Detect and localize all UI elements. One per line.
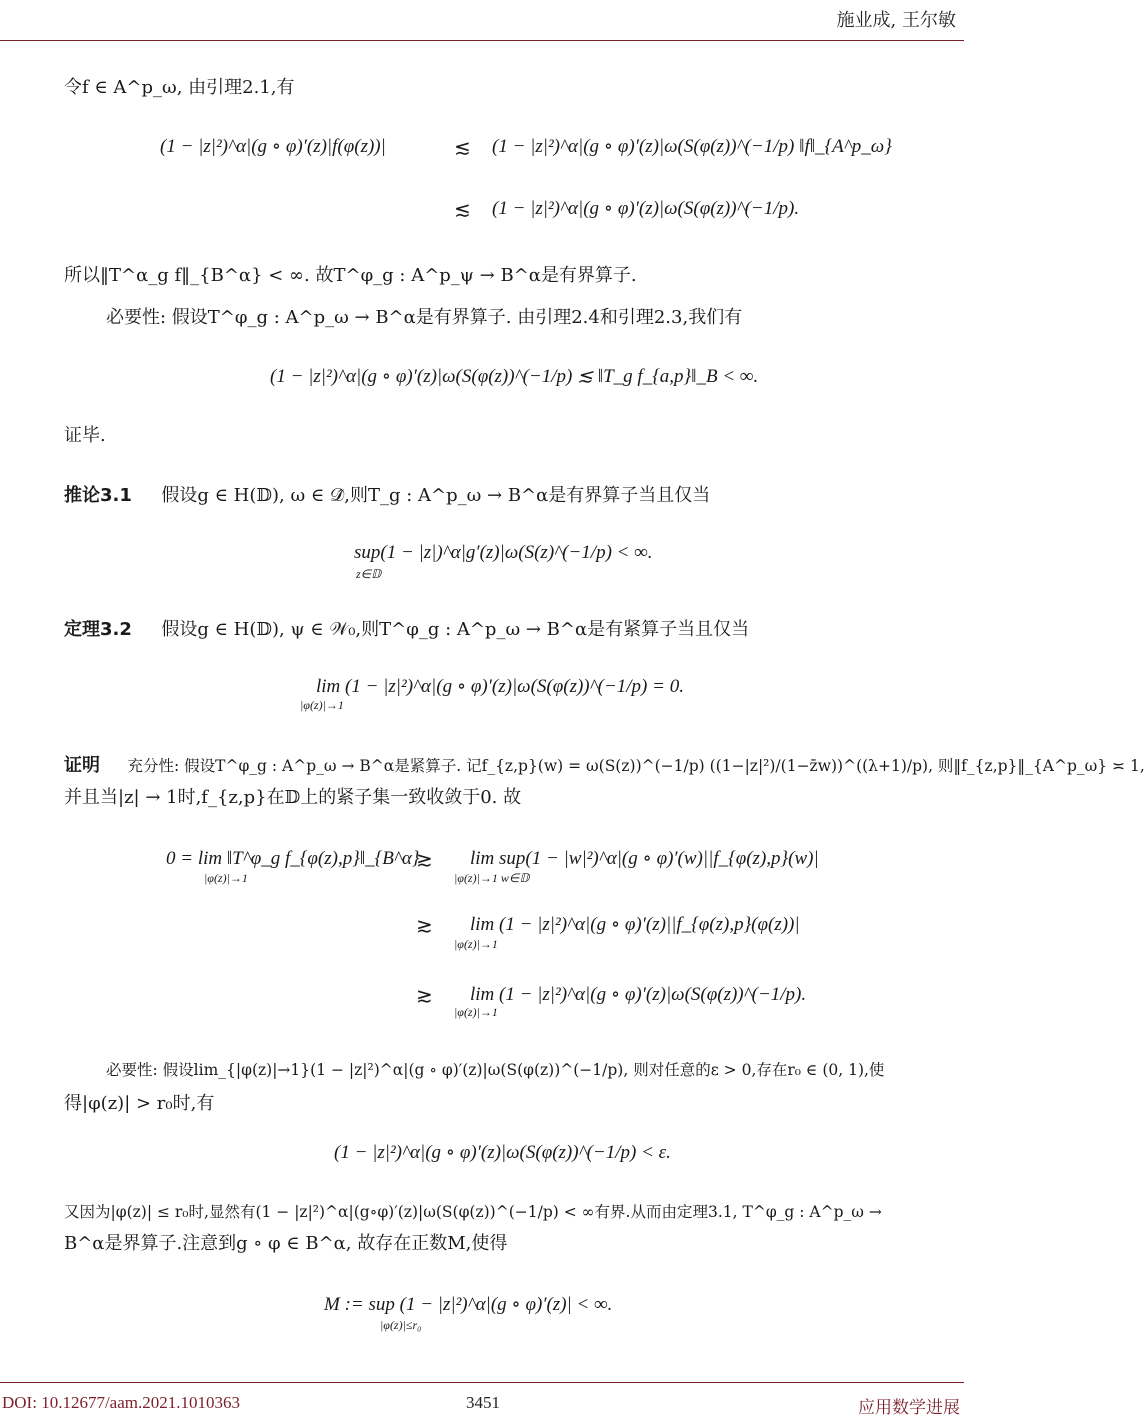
eq1-relation-2: ≲ — [454, 197, 471, 221]
footer-rule — [0, 1382, 964, 1383]
eq5-rhs-3: lim (1 − |z|²)^α|(g ∘ φ)′(z)|ω(S(φ(z))^(−1/p). — [470, 984, 807, 1005]
proof-text-1: 充分性: 假设T^φ_g : A^p_ω → B^α是紧算子. 记f_{z,p}(w) = ω(S(z))^(−1/p) ((1−|z|²)/(1−z̄w))^((λ+1)/p), 则‖f_{z,p}‖_{A^p_ω} ≍ 1, — [127, 757, 1145, 775]
eq5-relation-3: ≳ — [416, 983, 433, 1007]
theorem-label: 定理3.2 — [64, 619, 132, 640]
eq4: lim (1 − |z|²)^α|(g ∘ φ)′(z)|ω(S(φ(z))^(−1/p) = 0. — [316, 676, 684, 697]
proof-line-1 — [64, 754, 1145, 778]
eq5-rhs-1-subscript: |φ(z)|→1 w∈𝔻 — [454, 871, 530, 885]
footer-journal: 应用数学进展 — [858, 1398, 960, 1418]
running-header-authors: 施业成, 王尔敏 — [836, 10, 956, 31]
eq5-rhs-2-subscript: |φ(z)|→1 — [454, 937, 498, 951]
corollary-3-1 — [64, 484, 710, 508]
eq5-lhs: 0 = lim ‖T^φ_g f_{φ(z),p}‖_{B^α} — [166, 848, 420, 869]
proof-end: 证毕. — [64, 425, 106, 446]
proof-label: 证明 — [64, 755, 100, 776]
paragraph-conclusion: 所以‖T^α_g f‖_{B^α} < ∞. 故T^φ_g : A^p_ψ → B^α是有界算子. — [64, 265, 637, 286]
proof-line-2: 并且当|z| → 1时,f_{z,p}在𝔻上的紧子集一致收敛于0. 故 — [64, 787, 522, 808]
theorem-3-2 — [64, 618, 749, 642]
eq1-rhs-1: (1 − |z|²)^α|(g ∘ φ)′(z)|ω(S(φ(z))^(−1/p) ‖f‖_{A^p_ω} — [492, 136, 892, 157]
eq2: (1 − |z|²)^α|(g ∘ φ)′(z)|ω(S(φ(z))^(−1/p) ≲ ‖T_g f_{a,p}‖_B < ∞. — [270, 366, 759, 387]
eq1-relation-1: ≲ — [454, 135, 471, 159]
eq5-relation-2: ≳ — [416, 913, 433, 937]
footer-doi[interactable]: DOI: 10.12677/aam.2021.1010363 — [2, 1393, 240, 1412]
bounded-line-1: 又因为|φ(z)| ≤ r₀时,显然有(1 − |z|²)^α|(g∘φ)′(z)|ω(S(φ(z))^(−1/p) < ∞有界.从而由定理3.1, T^φ_g : A^p_ω → — [64, 1203, 882, 1221]
corollary-text: 假设g ∈ H(𝔻), ω ∈ 𝒟̂,则T_g : A^p_ω → B^α是有界算子当且仅当 — [161, 485, 711, 506]
eq3: sup(1 − |z|)^α|g′(z)|ω(S(z)^(−1/p) < ∞. — [354, 542, 653, 563]
paragraph-intro: 令f ∈ A^p_ω, 由引理2.1,有 — [64, 77, 295, 98]
eq5-rhs-1: lim sup(1 − |w|²)^α|(g ∘ φ)′(w)||f_{φ(z),p}(w)| — [470, 848, 819, 869]
footer-page-number: 3451 — [466, 1393, 500, 1412]
paragraph-necessity: 必要性: 假设T^φ_g : A^p_ω → B^α是有界算子. 由引理2.4和引理2.3,我们有 — [106, 307, 743, 328]
eq3-subscript: z∈𝔻 — [356, 567, 381, 581]
necessity-line-1: 必要性: 假设lim_{|φ(z)|→1}(1 − |z|²)^α|(g ∘ φ)′(z)|ω(S(φ(z))^(−1/p), 则对任意的ε > 0,存在r₀ ∈ (0, 1),使 — [106, 1061, 885, 1079]
theorem-text: 假设g ∈ H(𝔻), ψ ∈ 𝒲₀,则T^φ_g : A^p_ω → B^α是有紧算子当且仅当 — [161, 619, 750, 640]
eq7-subscript: |φ(z)|≤r₀ — [380, 1318, 422, 1332]
bounded-line-2: B^α是界算子.注意到g ∘ φ ∈ B^α, 故存在正数M,使得 — [64, 1233, 508, 1254]
eq1-rhs-2: (1 − |z|²)^α|(g ∘ φ)′(z)|ω(S(φ(z))^(−1/p). — [492, 198, 800, 219]
eq4-subscript: |φ(z)|→1 — [300, 698, 344, 712]
eq7: M := sup (1 − |z|²)^α|(g ∘ φ)′(z)| < ∞. — [324, 1294, 613, 1315]
corollary-label: 推论3.1 — [64, 485, 132, 506]
eq5-relation-1: ≳ — [416, 847, 433, 871]
eq6: (1 − |z|²)^α|(g ∘ φ)′(z)|ω(S(φ(z))^(−1/p) < ε. — [334, 1142, 671, 1163]
eq1-lhs: (1 − |z|²)^α|(g ∘ φ)′(z)|f(φ(z))| — [160, 136, 386, 157]
eq5-lhs-subscript: |φ(z)|→1 — [204, 871, 248, 885]
eq5-rhs-3-subscript: |φ(z)|→1 — [454, 1005, 498, 1019]
necessity-line-2: 得|φ(z)| > r₀时,有 — [64, 1093, 215, 1114]
header-rule — [0, 40, 964, 41]
eq5-rhs-2: lim (1 − |z|²)^α|(g ∘ φ)′(z)||f_{φ(z),p}(φ(z))| — [470, 914, 800, 935]
